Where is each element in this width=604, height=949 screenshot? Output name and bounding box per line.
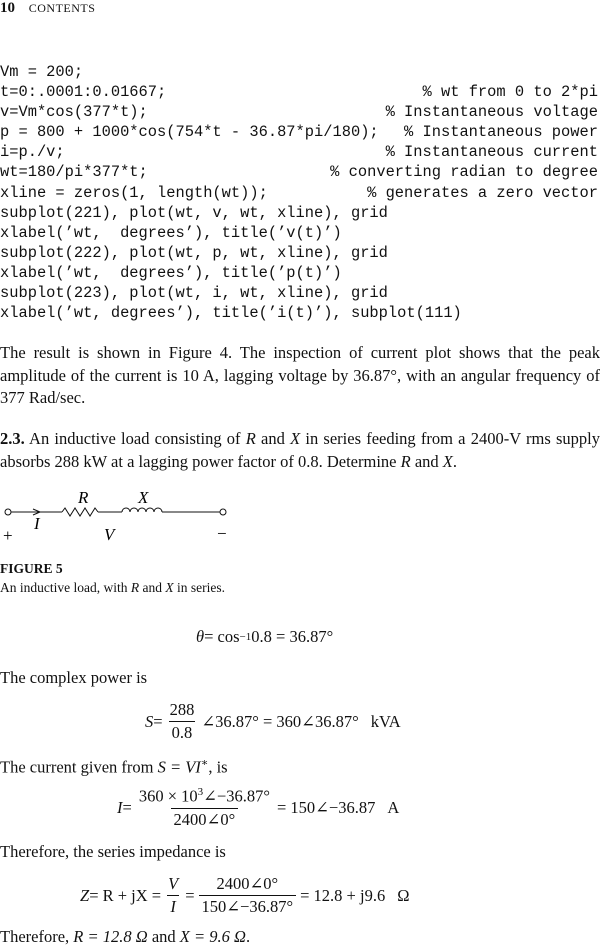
code-comment: % Instantaneous current — [385, 143, 598, 162]
code-comment: % Instantaneous voltage — [385, 103, 598, 122]
code-text: wt=180/pi*377*t; — [0, 163, 148, 182]
resistor-symbol — [62, 508, 98, 516]
caption-text: An inductive load, with — [0, 580, 131, 595]
final-answer — [0, 926, 600, 949]
code-line — [0, 303, 598, 323]
eq-S-rest: ∠36.87° = 360∠36.87° — [201, 711, 359, 731]
page-header — [0, 0, 95, 17]
code-comment: % generates a zero vector — [367, 183, 598, 202]
code-line — [0, 122, 598, 142]
code-line — [0, 162, 598, 182]
running-head: CONTENTS — [28, 1, 96, 15]
caption-text: and — [139, 580, 166, 595]
problem-statement — [0, 428, 600, 473]
final-text: and — [147, 927, 180, 946]
eq-Z-mid: = R + jX = — [89, 885, 162, 905]
code-text: t=0:.0001:0.01667; — [0, 83, 167, 102]
code-text: xlabel(’wt, degrees’), title(’i(t)’), subplot(111) — [0, 304, 462, 323]
terminal-right — [220, 509, 226, 515]
eq-theta-op: = cos — [204, 627, 240, 646]
label-X: X — [138, 488, 149, 507]
circuit-diagram — [0, 488, 250, 546]
num-b: ∠−36.87° — [203, 786, 270, 806]
code-line — [0, 102, 598, 122]
denominator: 2400∠0° — [171, 808, 239, 830]
label-minus: − — [217, 524, 227, 543]
code-text: xline = zeros(1, length(wt)); — [0, 183, 268, 202]
code-line — [0, 183, 598, 203]
eq-I-lhs: I — [117, 797, 123, 817]
fraction — [165, 874, 181, 917]
var-R: R — [245, 429, 256, 448]
text-current-sup: ∗ — [200, 757, 209, 769]
eq-I-rest: = 150∠−36.87 — [276, 797, 376, 817]
code-line — [0, 223, 598, 243]
final-text: . — [245, 927, 251, 946]
text-current-a: The current given from — [0, 757, 158, 777]
text-complex-power: The complex power is — [0, 668, 148, 687]
final-text: Therefore, — [0, 927, 74, 946]
code-comment: % Instantaneous power — [404, 123, 598, 142]
matlab-code-block — [0, 62, 598, 323]
terminal-left — [5, 509, 11, 515]
denominator: I — [167, 895, 179, 917]
text-impedance: Therefore, the series impedance is — [0, 842, 226, 861]
text-current-formula: S = VI — [157, 757, 201, 777]
code-line — [0, 82, 598, 102]
equation-S — [145, 700, 401, 743]
eq-S-unit: kVA — [370, 711, 401, 731]
problem-number: 2.3. — [0, 429, 25, 448]
denominator: 150∠−36.87° — [199, 895, 297, 917]
label-plus: + — [3, 526, 13, 545]
eq-Z-unit: Ω — [397, 885, 410, 905]
problem-text: and — [410, 451, 443, 471]
num-sup: 3 — [197, 786, 204, 798]
text-current — [0, 752, 600, 779]
code-text: xlabel(’wt, degrees’), title(’p(t)’) — [0, 263, 342, 282]
eq-S-eq: = — [153, 711, 163, 731]
final-R: R = 12.8 Ω — [73, 927, 148, 946]
problem-text: in series feeding from a 2400-V rms supply absorbs 288 kW at a lagging power factor of 0.8. Determine — [0, 429, 600, 471]
eq-Z-rest: = 12.8 + j9.6 — [300, 885, 386, 905]
equation-theta — [196, 627, 333, 647]
caption-R: R — [130, 580, 140, 595]
code-comment: % converting radian to degree — [330, 163, 598, 182]
result-text-2: , with an angular frequency of 377 Rad/sec. — [0, 365, 600, 407]
eq-S-lhs: S — [145, 711, 154, 731]
code-line — [0, 263, 598, 283]
fraction — [199, 874, 297, 917]
eq-theta-sup: −1 — [239, 631, 252, 643]
page-number: 10 — [0, 0, 15, 16]
result-paragraph — [0, 342, 600, 410]
eq-theta-lhs: θ — [196, 627, 205, 646]
numerator: 2400∠0° — [216, 874, 279, 893]
numerator: 288 — [169, 700, 195, 719]
text-current-b: , is — [208, 757, 228, 777]
code-text: subplot(221), plot(wt, v, wt, xline), grid — [0, 203, 388, 222]
final-X: X = 9.6 Ω — [179, 927, 246, 946]
num-a: 360 × 10 — [138, 786, 198, 806]
label-R: R — [78, 488, 89, 507]
eq-Z-lhs: Z — [80, 885, 90, 905]
eq-theta-rest: 0.8 = 36.87° — [251, 627, 334, 646]
problem-text: An inductive load consisting of — [24, 429, 246, 448]
var-X: X — [442, 451, 453, 471]
code-text: subplot(222), plot(wt, p, wt, xline), grid — [0, 243, 388, 262]
fraction — [167, 700, 198, 743]
code-text: v=Vm*cos(377*t); — [0, 103, 148, 122]
code-comment: % wt from 0 to 2*pi — [422, 83, 598, 102]
code-text: Vm = 200; — [0, 63, 84, 81]
code-line — [0, 142, 598, 162]
code-text: subplot(223), plot(wt, i, wt, xline), grid — [0, 284, 388, 303]
label-I: I — [34, 514, 40, 533]
code-text: i=p./v; — [0, 143, 65, 162]
numerator — [136, 786, 273, 808]
result-angle: 36.87° — [353, 365, 398, 385]
figure-caption — [0, 580, 225, 596]
problem-text: . — [452, 451, 458, 471]
var-X: X — [290, 429, 301, 448]
numerator: V — [168, 874, 179, 893]
code-text: p = 800 + 1000*cos(754*t - 36.87*pi/180); — [0, 123, 379, 142]
var-R: R — [400, 451, 411, 471]
eq-Z-eq2: = — [185, 885, 195, 905]
figure-title: FIGURE 5 — [0, 561, 63, 576]
caption-X: X — [165, 580, 174, 595]
fraction — [136, 786, 273, 830]
code-line — [0, 203, 598, 223]
inductor-symbol — [122, 508, 162, 512]
result-text-1: The result is shown in Figure 4. The inspection of current plot shows that the peak amplitude of the current is 10 A, lagging voltage by — [0, 343, 600, 385]
eq-I-unit: A — [387, 797, 400, 817]
code-text: xlabel(’wt, degrees’), title(’v(t)’) — [0, 223, 342, 242]
code-line — [0, 62, 598, 82]
problem-text: and — [255, 429, 291, 448]
eq-I-eq: = — [122, 797, 132, 817]
denominator: 0.8 — [169, 721, 196, 743]
equation-I — [117, 786, 399, 830]
caption-text: in series. — [173, 580, 225, 595]
label-V: V — [104, 525, 115, 544]
code-line — [0, 283, 598, 303]
equation-Z — [80, 874, 409, 917]
code-line — [0, 243, 598, 263]
